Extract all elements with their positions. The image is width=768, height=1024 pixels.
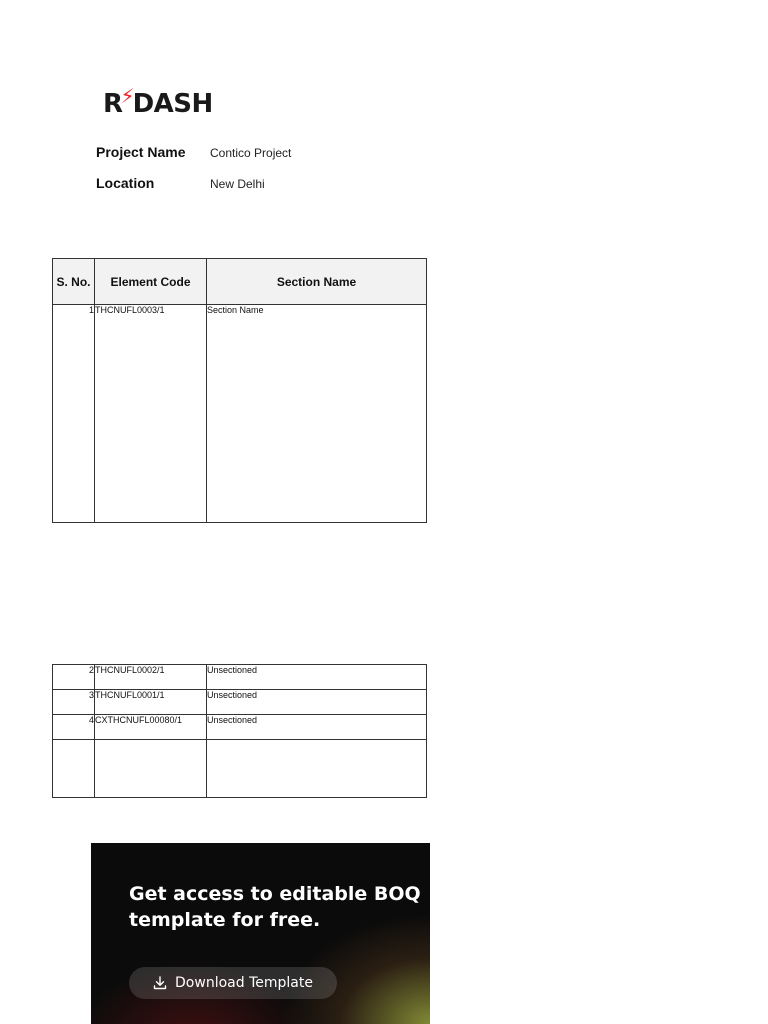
table-header-row (53, 259, 427, 305)
row-sno: 4 (53, 715, 95, 740)
row-element-code: THCNUFL0002/1 (95, 665, 207, 690)
location-row (96, 175, 265, 191)
header-sno: S. No. (53, 259, 95, 305)
empty-cell (53, 740, 95, 798)
table-row (53, 305, 427, 523)
empty-cell (95, 740, 207, 798)
element-table-top (52, 258, 427, 523)
download-icon (153, 976, 167, 990)
location-label: Location (96, 175, 155, 191)
table-row-empty (53, 740, 427, 798)
row-section-name: Section Name (207, 305, 427, 523)
project-name-value: Contico Project (210, 146, 292, 160)
row-sno: 2 (53, 665, 95, 690)
empty-cell (207, 740, 427, 798)
download-template-label: Download Template (175, 975, 313, 991)
table-row (53, 715, 427, 740)
rdash-logo (103, 86, 213, 122)
location-value: New Delhi (210, 177, 265, 191)
row-section-name: Unsectioned (207, 715, 427, 740)
row-sno: 1 (53, 305, 95, 523)
row-element-code: THCNUFL0003/1 (95, 305, 207, 523)
promo-title: Get access to editable BOQ template for free. (129, 883, 421, 931)
project-name-row (96, 144, 291, 160)
row-section-name: Unsectioned (207, 665, 427, 690)
element-table-continued (52, 664, 427, 798)
lightning-bolt-icon: ⚡ (120, 85, 135, 108)
row-element-code: THCNUFL0001/1 (95, 690, 207, 715)
header-section-name: Section Name (207, 259, 427, 305)
project-name-label: Project Name (96, 144, 186, 160)
boq-template-promo-banner (91, 843, 430, 1024)
table-row (53, 690, 427, 715)
logo-text-left: R (103, 89, 123, 119)
row-element-code: CXTHCNUFL00080/1 (95, 715, 207, 740)
table-row (53, 665, 427, 690)
header-element-code: Element Code (95, 259, 207, 305)
logo-text-right: DASH (132, 89, 213, 119)
download-template-button[interactable] (129, 967, 337, 999)
row-section-name: Unsectioned (207, 690, 427, 715)
row-sno: 3 (53, 690, 95, 715)
